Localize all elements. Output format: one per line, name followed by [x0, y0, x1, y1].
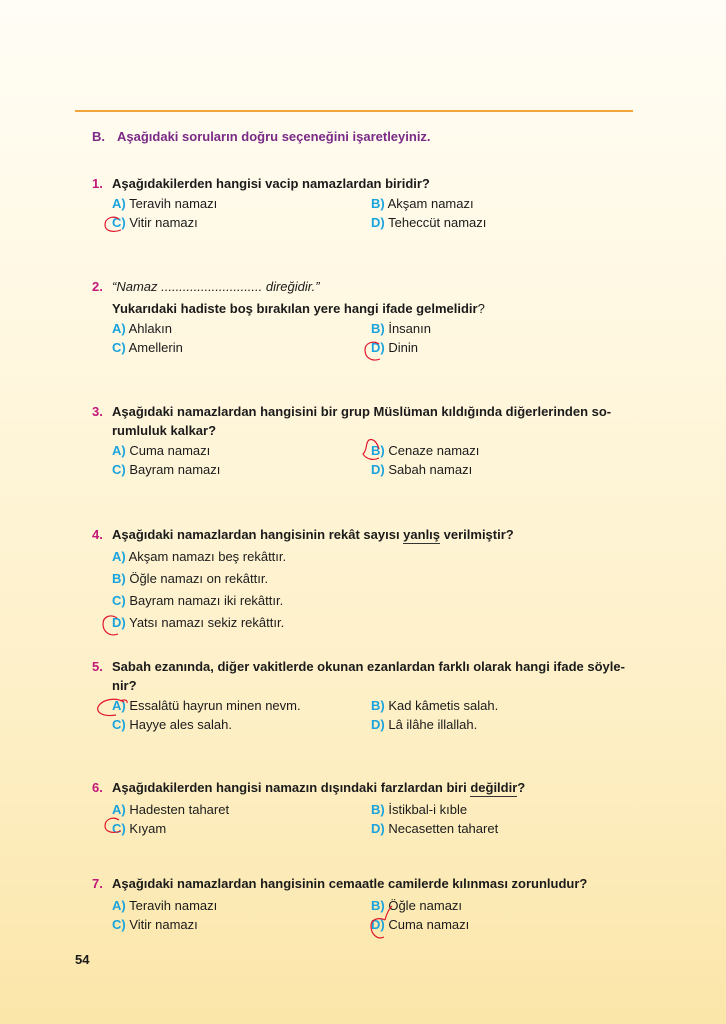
question-text-line-2: nir? — [112, 678, 137, 693]
option-d[interactable]: D) Necasetten taharet — [371, 821, 499, 836]
option-a[interactable]: A) Teravih namazı — [112, 898, 218, 913]
question-text: Yukarıdaki hadiste boş bırakılan yere hangi ifade gelmelidir — [112, 301, 478, 316]
option-d[interactable]: D) Sabah namazı — [371, 462, 473, 477]
option-d[interactable]: D) Lâ ilâhe illallah. — [371, 717, 478, 732]
section-heading — [92, 129, 431, 144]
option-a[interactable]: A) Ahlakın — [112, 321, 172, 336]
option-a[interactable]: A) Akşam namazı beş rekâttır. — [112, 549, 287, 564]
option-a[interactable]: A) Teravih namazı — [112, 196, 218, 211]
question-number: 1. — [92, 176, 103, 191]
question-text-line-1: Sabah ezanında, diğer vakitlerde okunan ezanlardan farklı olarak hangi ifade söyle- — [112, 659, 625, 674]
option-b[interactable]: B) İnsanın — [371, 321, 431, 336]
question-5 — [92, 657, 640, 736]
option-c[interactable]: C) Bayram namazı — [112, 462, 221, 477]
option-b[interactable]: B) Cenaze namazı — [371, 443, 480, 458]
question-number: 4. — [92, 527, 103, 542]
question-6: 6. Aşağıdakilerden hangisi namazın dışındaki farzlardan biri değildir? A) Hadesten taharet B) İstikbal-i kıble C) Kıyam D) Necasetten taharet — [92, 780, 526, 836]
option-b[interactable]: B) Öğle namazı — [371, 898, 463, 913]
question-text-line-1: Aşağıdaki namazlardan hangisini bir grup Müslüman kıldığında diğerlerinden so- — [112, 404, 612, 419]
question-1 — [92, 174, 640, 234]
question-number: 6. — [92, 780, 103, 795]
question-number: 5. — [92, 659, 103, 674]
option-c[interactable]: C) Kıyam — [112, 821, 167, 836]
option-c[interactable]: C) Vitir namazı — [112, 215, 198, 230]
option-b[interactable]: B) Öğle namazı on rekâttır. — [112, 571, 269, 586]
option-d[interactable]: D) Dinin — [371, 340, 418, 355]
option-c[interactable]: C) Amellerin — [112, 340, 183, 355]
option-a[interactable]: A) Hadesten taharet — [112, 802, 230, 817]
option-d[interactable]: D) Yatsı namazı sekiz rekâttır. — [112, 615, 285, 630]
question-7 — [92, 874, 640, 934]
question-number: 7. — [92, 876, 103, 891]
question-text: Aşağıdakilerden hangisi vacip namazlardan biridir? — [112, 176, 430, 191]
question-number: 2. — [92, 279, 103, 294]
option-b[interactable]: B) İstikbal-i kıble — [371, 802, 468, 817]
option-b[interactable]: B) Kad kâmetis salah. — [371, 698, 499, 713]
question-quote: “Namaz ............................ direğidir.” — [112, 279, 320, 294]
top-divider-line — [75, 110, 633, 112]
option-c[interactable]: C) Hayye ales salah. — [112, 717, 232, 732]
question-3 — [92, 402, 640, 481]
question-text-line-2: rumluluk kalkar? — [112, 423, 217, 438]
question-2: 2. “Namaz ............................ direğidir.” Yukarıdaki hadiste boş bırakılan yere hangi ifade gelmelidir? A) Ahlakın B) İnsanın C) Amellerin D) Dinin — [92, 279, 485, 355]
question-text: Aşağıdaki namazlardan hangisinin cemaatle camilerde kılınması zorunludur? — [112, 876, 588, 891]
underlined-word: değildir — [470, 780, 518, 795]
page-number: 54 — [75, 952, 90, 967]
option-d[interactable]: D) Teheccüt namazı — [371, 215, 487, 230]
option-d[interactable]: D) Cuma namazı — [371, 917, 470, 932]
section-letter: B. — [92, 129, 105, 144]
option-a[interactable]: A) Essalâtü hayrun minen nevm. — [112, 698, 301, 713]
question-4: 4. Aşağıdaki namazlardan hangisinin rekât sayısı yanlış verilmiştir? A) Akşam namazı beş rekâttır. B) Öğle namazı on rekâttır. C) Bayram namazı iki rekâttır. D) Yatsı namazı sekiz rekâttır. — [92, 527, 514, 630]
question-number: 3. — [92, 404, 103, 419]
option-b[interactable]: B) Akşam namazı — [371, 196, 474, 211]
option-c[interactable]: C) Bayram namazı iki rekâttır. — [112, 593, 284, 608]
underlined-word: yanlış — [403, 527, 441, 542]
section-title: Aşağıdaki soruların doğru seçeneğini işaretleyiniz. — [117, 129, 431, 144]
option-c[interactable]: C) Vitir namazı — [112, 917, 198, 932]
option-a[interactable]: A) Cuma namazı — [112, 443, 211, 458]
